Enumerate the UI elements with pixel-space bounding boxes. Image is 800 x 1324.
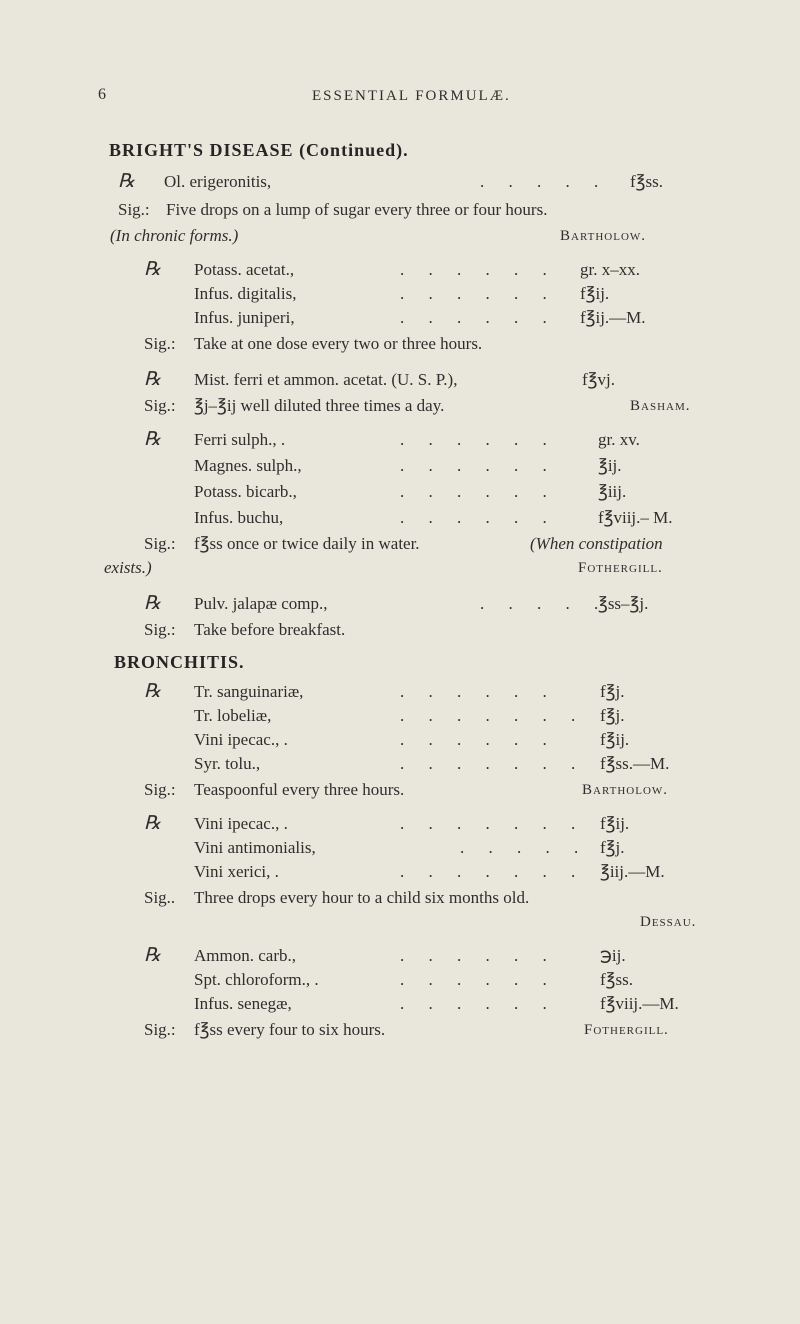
leader-dots: . . . . . . (400, 260, 557, 279)
ingredient-name: Ferri sulph., . (194, 430, 286, 449)
ingredient-amount: f℥ij. (600, 730, 630, 749)
rx-icon: ℞ (144, 681, 162, 702)
rx-icon: ℞ (144, 259, 162, 280)
sig-label: Sig.: (144, 780, 176, 799)
author-name: Bartholow. (560, 228, 647, 244)
sig-text: Three drops every hour to a child six months old. (194, 888, 530, 907)
ingredient-amount: f℥j. (600, 682, 625, 701)
ingredient-amount: f℥ss.—M. (600, 754, 670, 773)
leader-dots: . . . . . . (400, 284, 557, 303)
ingredient-amount: f℥ij. (600, 814, 630, 833)
ingredient-name: Tr. lobeliæ, (194, 706, 272, 725)
leader-dots: . . . . . . . (400, 754, 586, 773)
leader-dots: . . . . . . (400, 730, 557, 749)
leader-dots: . . . . . . . (400, 862, 586, 881)
ingredient-name: Ol. erigeronitis, (164, 172, 272, 191)
ingredient-name: Mist. ferri et ammon. acetat. (U. S. P.), (194, 370, 458, 389)
sig-text: f℥ss every four to six hours. (194, 1020, 386, 1039)
leader-dots: . . . . . . (400, 456, 557, 475)
leader-dots: . . . . . (460, 838, 589, 857)
ingredient-name: Infus. juniperi, (194, 308, 295, 327)
rx-icon: ℞ (144, 813, 162, 834)
ingredient-name: Spt. chloroform., . (194, 970, 319, 989)
section-title-bronchitis: BRONCHITIS. (114, 652, 245, 672)
sig-text: Take at one dose every two or three hours. (194, 334, 483, 353)
author-name: Bartholow. (582, 782, 669, 798)
clinical-note: (In chronic forms.) (110, 226, 239, 245)
ingredient-name: Syr. tolu., (194, 754, 261, 773)
ingredient-name: Infus. buchu, (194, 508, 284, 527)
sig-text: Five drops on a lump of sugar every three or four hours. (166, 200, 548, 219)
clinical-note-continued: exists.) (104, 558, 152, 577)
rx-icon: ℞ (118, 171, 136, 192)
ingredient-name: Vini ipecac., . (194, 814, 288, 833)
ingredient-name: Potass. acetat., (194, 260, 295, 279)
rx-icon: ℞ (144, 945, 162, 966)
ingredient-amount: f℥ss. (630, 172, 663, 191)
leader-dots: . . . . . . . (400, 706, 586, 725)
ingredient-amount: f℥ss. (600, 970, 633, 989)
leader-dots: . . . . . . . (400, 814, 586, 833)
author-name: Basham. (630, 398, 691, 414)
leader-dots: . . . . . . (400, 994, 557, 1013)
clinical-note: (When constipation (530, 534, 663, 553)
ingredient-amount: f℥viij.—M. (600, 994, 679, 1013)
ingredient-name: Vini xerici, . (194, 862, 279, 881)
ingredient-amount: f℥j. (600, 706, 625, 725)
ingredient-amount: f℥j. (600, 838, 625, 857)
sig-text: Take before breakfast. (194, 620, 346, 639)
ingredient-name: Tr. sanguinariæ, (194, 682, 304, 701)
ingredient-name: Infus. senegæ, (194, 994, 292, 1013)
ingredient-amount: f℥ij. (580, 284, 610, 303)
leader-dots: . . . . . . (400, 508, 557, 527)
ingredient-amount: f℥ij.—M. (580, 308, 646, 327)
sig-label: Sig.: (144, 534, 176, 553)
sig-text: f℥ss once or twice daily in water. (194, 534, 420, 553)
sig-label: Sig.: (118, 200, 150, 219)
ingredient-amount: f℥vj. (582, 370, 615, 389)
ingredient-amount: ℥ij. (598, 456, 622, 475)
ingredient-amount: ℥iij.—M. (600, 862, 665, 881)
leader-dots: . . . . . . (400, 308, 557, 327)
sig-label: Sig.: (144, 620, 176, 639)
leader-dots: . . . . . (480, 172, 609, 191)
ingredient-amount: ℥ss–℥j. (598, 594, 649, 613)
ingredient-name: Vini antimonialis, (194, 838, 316, 857)
rx-icon: ℞ (144, 429, 162, 450)
leader-dots: . . . . . (480, 594, 609, 613)
running-head: ESSENTIAL FORMULÆ. (312, 88, 511, 104)
sig-text: Teaspoonful every three hours. (194, 780, 405, 799)
sig-label: Sig.: (144, 1020, 176, 1039)
ingredient-amount: gr. x–xx. (580, 260, 640, 279)
sig-label: Sig.: (144, 396, 176, 415)
author-name: Fothergill. (578, 560, 663, 576)
ingredient-name: Infus. digitalis, (194, 284, 297, 303)
sig-label: Sig.. (144, 888, 176, 907)
sig-text: ℥j–℥ij well diluted three times a day. (194, 396, 445, 415)
leader-dots: . . . . . . (400, 482, 557, 501)
leader-dots: . . . . . . (400, 946, 557, 965)
ingredient-amount: f℥viij.– M. (598, 508, 673, 527)
rx-icon: ℞ (144, 369, 162, 390)
ingredient-amount: ℥iij. (598, 482, 627, 501)
leader-dots: . . . . . . (400, 970, 557, 989)
ingredient-name: Vini ipecac., . (194, 730, 288, 749)
section-title-brights-disease: BRIGHT'S DISEASE (Continued). (109, 140, 409, 160)
ingredient-name: Potass. bicarb., (194, 482, 297, 501)
ingredient-amount: gr. xv. (598, 430, 640, 449)
author-name: Fothergill. (584, 1022, 669, 1038)
sig-label: Sig.: (144, 334, 176, 353)
leader-dots: . . . . . . (400, 430, 557, 449)
rx-icon: ℞ (144, 593, 162, 614)
ingredient-name: Magnes. sulph., (194, 456, 302, 475)
ingredient-name: Pulv. jalapæ comp., (194, 594, 328, 613)
ingredient-name: Ammon. carb., (194, 946, 296, 965)
ingredient-amount: ℈ij. (600, 946, 626, 965)
author-name: Dessau. (640, 914, 697, 930)
leader-dots: . . . . . . (400, 682, 557, 701)
page-number: 6 (98, 86, 106, 103)
